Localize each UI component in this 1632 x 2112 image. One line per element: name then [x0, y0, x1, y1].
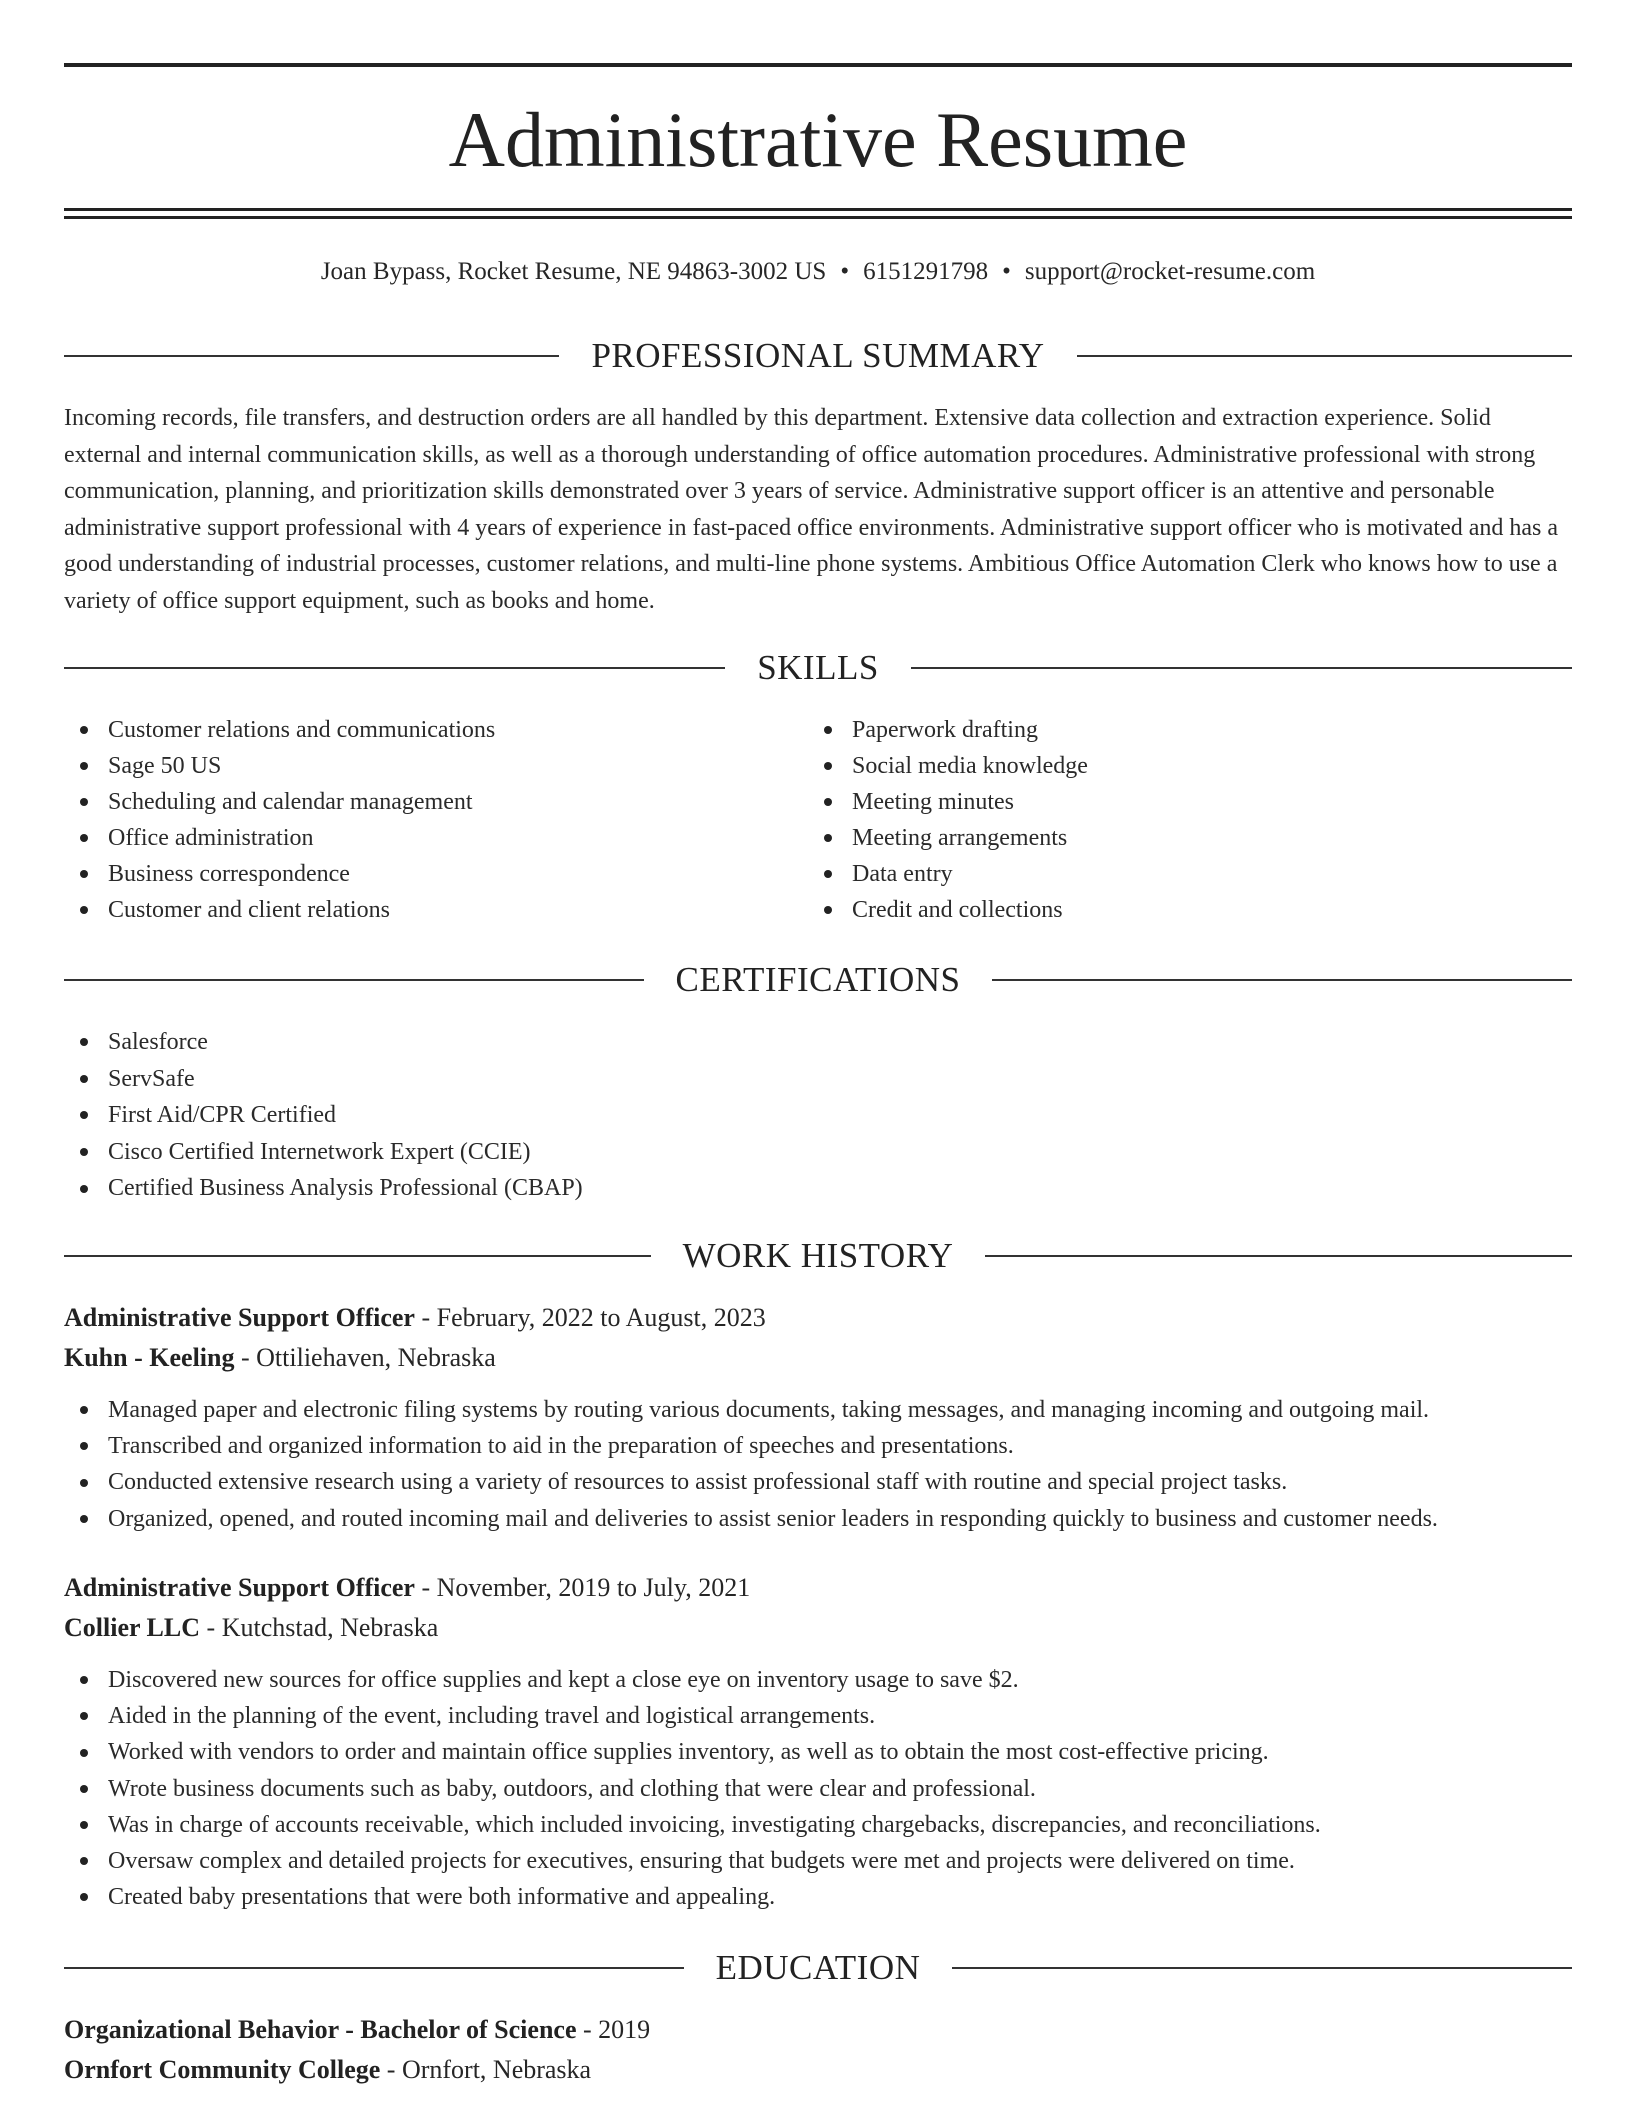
skill-item: Scheduling and calendar management: [64, 784, 764, 820]
skill-item: Meeting arrangements: [808, 820, 1508, 856]
certification-item: Salesforce: [64, 1024, 1572, 1061]
education-school-line: [64, 2050, 1572, 2090]
job-bullet: Transcribed and organized information to aid in the preparation of speeches and presentations.: [64, 1428, 1572, 1464]
job-dates: - February, 2022 to August, 2023: [421, 1303, 766, 1332]
summary-text: Incoming records, file transfers, and destruction orders are all handled by this department. Extensive data collection and extraction experience. Solid external and internal communication skills, as well as a thorough understanding of office automation procedures. Administrative professional with strong communication, planning, and prioritization skills demonstrated over 3 years of service. Administrative support officer is an attentive and personable administrative support professional with 4 years of experience in fast-paced office environments. Administrative support officer who is motivated and has a good understanding of industrial processes, customer relations, and multi-line phone systems. Ambitious Office Automation Clerk who knows how to use a variety of office support equipment, such as books and home.: [64, 405, 1559, 614]
heading-rule: [911, 667, 1572, 669]
job-location: - Kutchstad, Nebraska: [206, 1613, 439, 1642]
skill-item: Office administration: [64, 820, 764, 856]
heading-rule: [64, 355, 559, 357]
job-bullet: Worked with vendors to order and maintain office supplies inventory, as well as to obtain the most cost-effective pricing.: [64, 1734, 1572, 1770]
heading-rule: [1077, 355, 1572, 357]
section-heading-label: WORK HISTORY: [682, 1236, 954, 1275]
section-heading-certifications: [64, 958, 1572, 1002]
title-rule-upper: [64, 208, 1572, 211]
job-bullet: Organized, opened, and routed incoming mail and deliveries to assist senior leaders in responding quickly to business and customer needs.: [64, 1501, 1572, 1537]
contact-line: [64, 254, 1572, 290]
job-title: Administrative Support Officer: [64, 1573, 415, 1602]
skill-item: Business correspondence: [64, 856, 764, 892]
section-heading-label: SKILLS: [757, 648, 879, 687]
education-school: Ornfort Community College: [64, 2055, 381, 2084]
heading-rule: [64, 1967, 684, 1969]
skill-item: Credit and collections: [808, 892, 1508, 928]
job-company: Kuhn - Keeling: [64, 1343, 235, 1372]
heading-rule: [64, 979, 644, 981]
section-heading-summary: [64, 334, 1572, 378]
job-bullet: Conducted extensive research using a variety of resources to assist professional staff with routine and special project tasks.: [64, 1464, 1572, 1500]
job-bullet: Aided in the planning of the event, including travel and logistical arrangements.: [64, 1698, 1572, 1734]
certification-item: ServSafe: [64, 1061, 1572, 1098]
contact-separator: •: [1002, 258, 1011, 285]
contact-address: Joan Bypass, Rocket Resume, NE 94863-3002 US: [320, 258, 827, 285]
contact-email: support@rocket-resume.com: [1024, 258, 1316, 285]
skills-list-left: [64, 712, 764, 928]
certification-item: Certified Business Analysis Professional (CBAP): [64, 1170, 1572, 1207]
heading-rule: [64, 667, 725, 669]
title-rule-lower: [64, 216, 1572, 219]
heading-rule: [64, 1255, 651, 1257]
education-degree-line: [64, 2010, 1572, 2050]
job-bullet: Created baby presentations that were both informative and appealing.: [64, 1879, 1572, 1915]
job-title: Administrative Support Officer: [64, 1303, 415, 1332]
heading-rule: [985, 1255, 1572, 1257]
skill-item: Customer relations and communications: [64, 712, 764, 748]
job-title-line: [64, 1568, 1572, 1608]
skill-item: Sage 50 US: [64, 748, 764, 784]
section-heading-label: EDUCATION: [715, 1948, 921, 1987]
top-rule: [64, 63, 1572, 67]
section-heading-education: [64, 1946, 1572, 1990]
education-degree: Organizational Behavior - Bachelor of Science: [64, 2015, 577, 2044]
job-title-line: [64, 1298, 1572, 1338]
skills-list-right: [808, 712, 1508, 928]
job-responsibilities: [64, 1392, 1572, 1537]
education-location: - Ornfort, Nebraska: [386, 2055, 592, 2084]
skill-item: Social media knowledge: [808, 748, 1508, 784]
job-dates: - November, 2019 to July, 2021: [421, 1573, 751, 1602]
job-bullet: Discovered new sources for office supplies and kept a close eye on inventory usage to save $2.: [64, 1662, 1572, 1698]
section-heading-label: PROFESSIONAL SUMMARY: [591, 336, 1045, 375]
contact-phone: 6151291798: [863, 258, 989, 285]
skill-item: Customer and client relations: [64, 892, 764, 928]
job-bullet: Managed paper and electronic filing systems by routing various documents, taking messages, and managing incoming and outgoing mail.: [64, 1392, 1572, 1428]
resume-title: Administrative Resume: [448, 96, 1188, 183]
heading-rule: [992, 979, 1572, 981]
heading-rule: [952, 1967, 1572, 1969]
contact-separator: •: [840, 258, 850, 285]
job-bullet: Wrote business documents such as baby, outdoors, and clothing that were clear and professional.: [64, 1771, 1572, 1807]
job-company: Collier LLC: [64, 1613, 201, 1642]
certifications-list: [64, 1024, 1572, 1207]
section-heading-work-history: [64, 1234, 1572, 1278]
section-heading-label: CERTIFICATIONS: [675, 960, 961, 999]
skill-item: Meeting minutes: [808, 784, 1508, 820]
certification-item: First Aid/CPR Certified: [64, 1097, 1572, 1134]
education-year: - 2019: [582, 2015, 651, 2044]
section-heading-skills: [64, 646, 1572, 690]
skill-item: Paperwork drafting: [808, 712, 1508, 748]
job-responsibilities: [64, 1662, 1572, 1915]
job-location: - Ottiliehaven, Nebraska: [240, 1343, 496, 1372]
job-bullet: Oversaw complex and detailed projects for executives, ensuring that budgets were met and projects were delivered on time.: [64, 1843, 1572, 1879]
job-company-line: [64, 1338, 1572, 1378]
skill-item: Data entry: [808, 856, 1508, 892]
job-bullet: Was in charge of accounts receivable, which included invoicing, investigating chargebacks, discrepancies, and reconciliations.: [64, 1807, 1572, 1843]
job-company-line: [64, 1608, 1572, 1648]
certification-item: Cisco Certified Internetwork Expert (CCIE): [64, 1134, 1572, 1171]
